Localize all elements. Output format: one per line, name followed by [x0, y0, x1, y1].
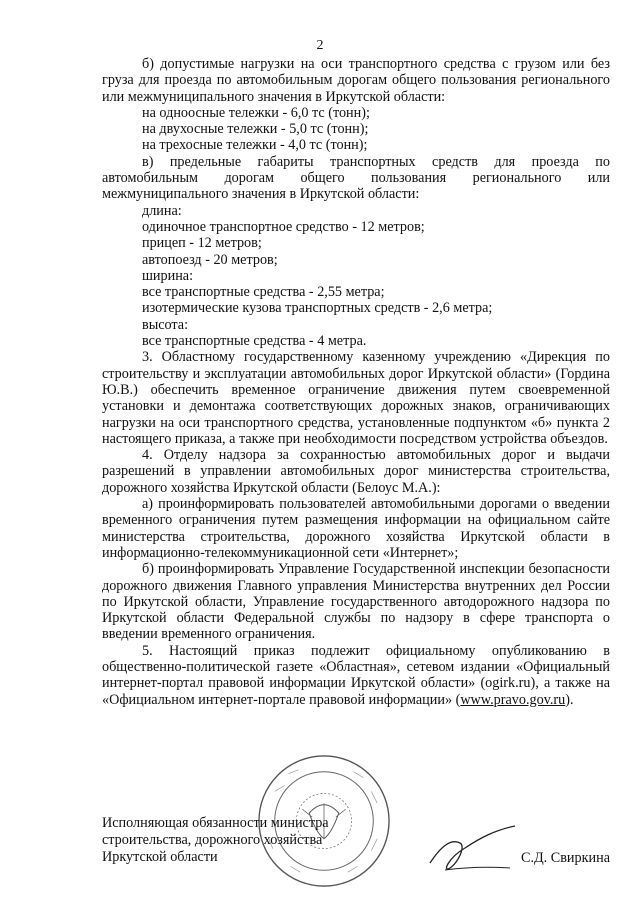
load-item: на одноосные тележки - 6,0 тс (тонн); — [142, 104, 370, 121]
height-item: все транспортные средства - 4 метра. — [142, 333, 367, 350]
paragraph-v: в) предельные габариты транспортных средств для проезда по автомобильным дорогам общего пользования регионального или межмуниципального значения в Иркутской области: — [102, 153, 610, 203]
width-item: изотермические кузова транспортных средств - 2,6 метра; — [142, 300, 493, 317]
height-heading: высота: — [142, 316, 189, 333]
pravo-link[interactable]: www.pravo.gov.ru — [460, 691, 566, 708]
page-number: 2 — [316, 38, 324, 53]
load-item: на трехосные тележки - 4,0 тс (тонн); — [142, 137, 368, 154]
signatory-title-line1: Исполняющая обязанности министра — [102, 815, 329, 831]
signatory-title-line3: Иркутской области — [102, 849, 218, 865]
length-item: одиночное транспортное средство - 12 метров; — [142, 218, 425, 235]
paragraph-4b: б) проинформировать Управление Государственной инспекции безопасности дорожного движения Главного управления Министерства внутренних дел России по Иркутской области, Управление государственного автодорожного надзора по Иркутской области Федеральной службы по надзору в сфере транспорта о введении временного ограничения. — [102, 561, 610, 643]
paragraph-b: б) допустимые нагрузки на оси транспортного средства с грузом или без груза для проезда по автомобильным дорогам общего пользования регионального или межмуниципального значения в Иркутской области: — [102, 56, 610, 105]
paragraph-5-end: ). — [565, 691, 574, 708]
length-item: прицеп - 12 метров; — [142, 235, 262, 252]
width-item: все транспортные средства - 2,55 метра; — [142, 284, 385, 301]
paragraph-3: 3. Областному государственному казенному учреждению «Дирекция по строительству и эксплуатации автомобильных дорог Иркутской области» (Гордина Ю.В.) обеспечить временное ограничение движения путем своевременной установки и демонтажа соответствующих дорожных знаков, ограничивающих нагрузки на оси транспортного средства, установленные подпунктом «б» пункта 2 настоящего приказа, а также при необходимости посредством устройства объездов. — [102, 349, 610, 447]
paragraph-4: 4. Отделу надзора за сохранностью автомобильных дорог и выдачи разрешений в управлении автомобильных дорог министерства строительства, дорожного хозяйства Иркутской области (Белоус М.А.): — [102, 447, 610, 496]
signatory-title-line2: строительства, дорожного хозяйства — [102, 832, 323, 848]
load-item: на двухосные тележки - 5,0 тс (тонн); — [142, 121, 369, 138]
width-heading: ширина: — [142, 267, 194, 284]
document-body — [102, 56, 610, 708]
signatory-name: С.Д. Свиркина — [520, 850, 610, 866]
length-item: автопоезд - 20 метров; — [142, 251, 278, 268]
length-heading: длина: — [142, 202, 182, 219]
paragraph-5-text: 5. Настоящий приказ подлежит официальному опубликованию в общественно-политической газете «Областная», сетевом издании «Официальный интернет-портал правовой информации Иркутской области» (ogirk.ru), а также на «Официальном интернет-портале правовой информации» ( — [102, 642, 610, 708]
paragraph-5 — [102, 643, 610, 708]
paragraph-4a: а) проинформировать пользователей автомобильными дорогами о введении временного ограничения путем размещения информации на официальном сайте министерства строительства, дорожного хозяйства Иркутской области в информационно-телекоммуникационной сети «Интернет»; — [102, 496, 610, 561]
